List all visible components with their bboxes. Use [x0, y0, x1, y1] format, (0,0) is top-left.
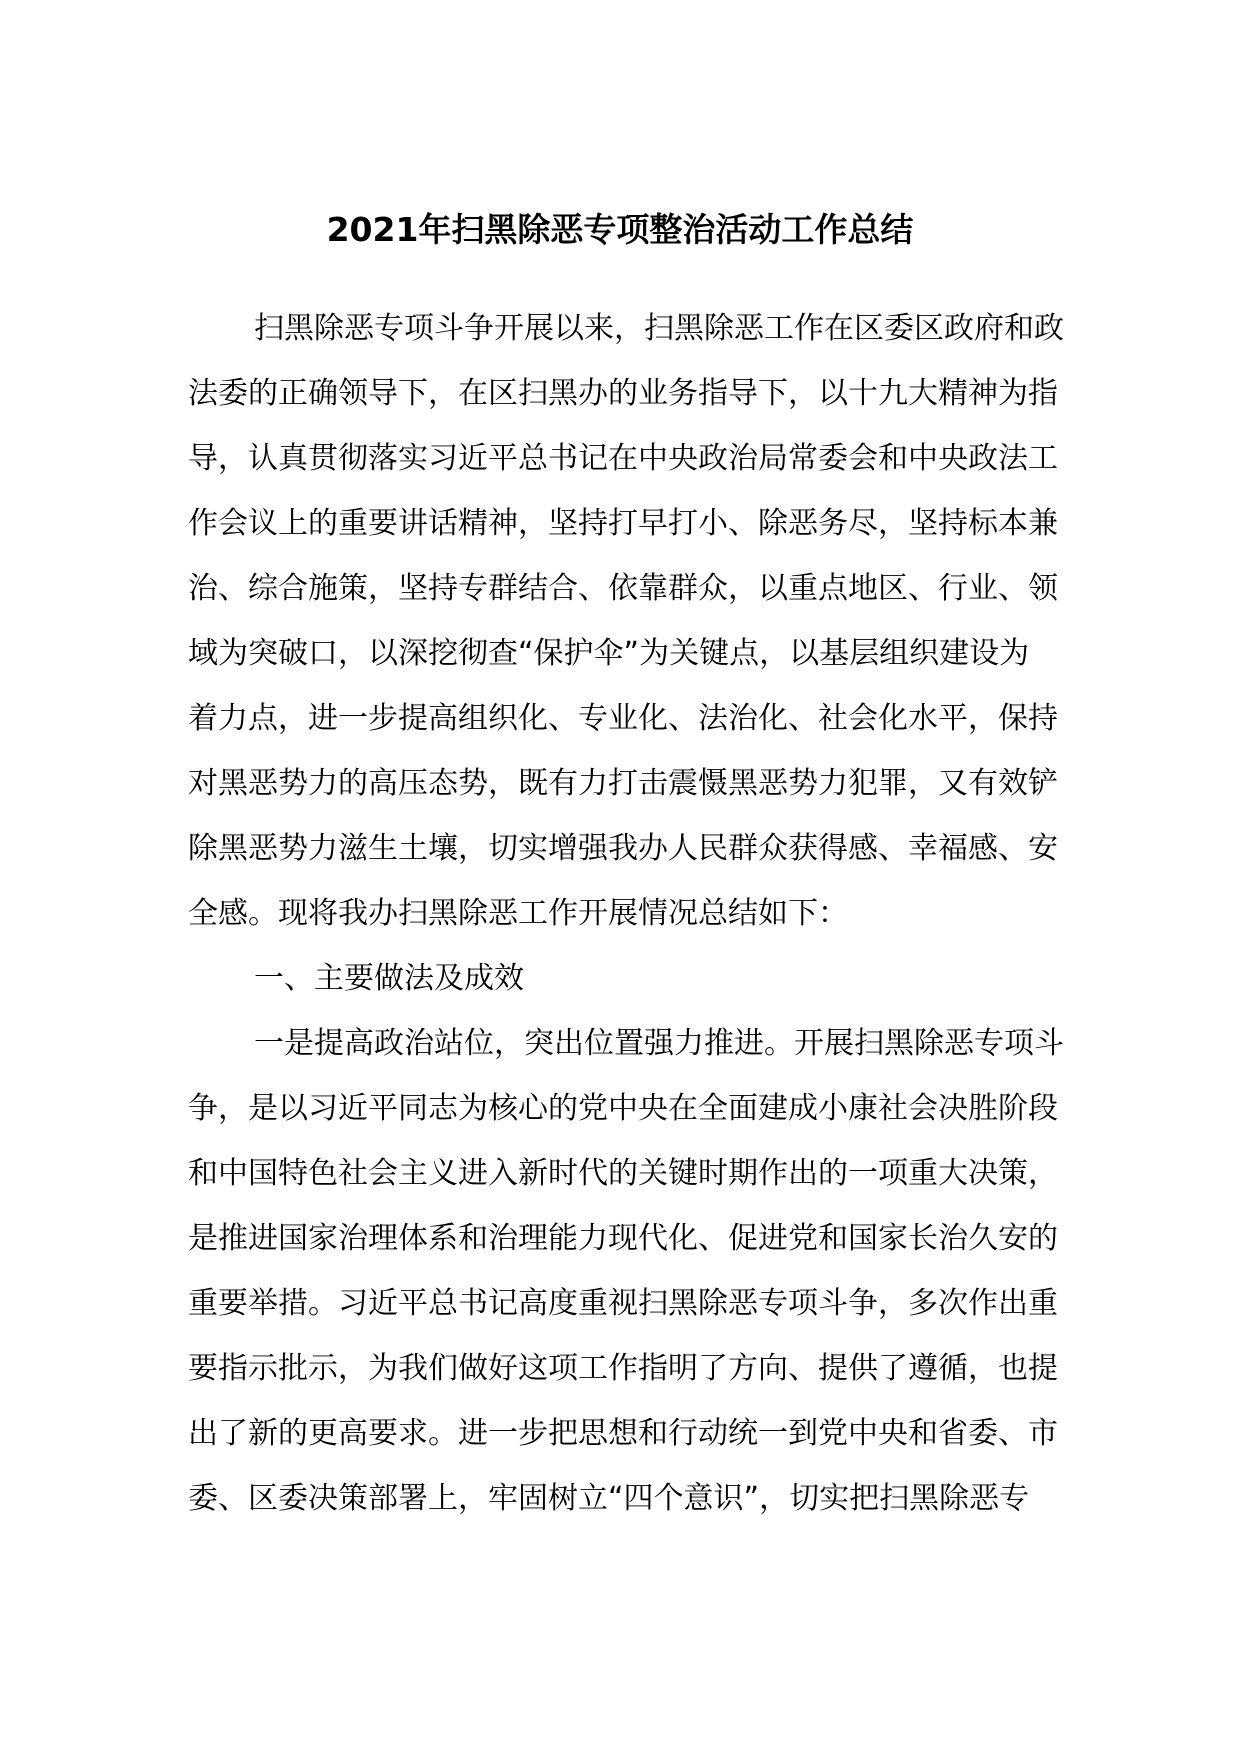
paragraph-line: 要指示批示，为我们做好这项工作指明了方向、提供了遵循，也提: [188, 1351, 1058, 1386]
paragraph-line: 作会议上的重要讲话精神，坚持打早打小、除恶务尽，坚持标本兼: [188, 506, 1058, 541]
paragraph-line: 治、综合施策，坚持专群结合、依靠群众，以重点地区、行业、领: [188, 571, 1058, 606]
document-title: 2021年扫黑除恶专项整治活动工作总结: [326, 210, 914, 249]
paragraph-line: 全感。现将我办扫黑除恶工作开展情况总结如下：: [188, 896, 848, 931]
paragraph-line: 和中国特色社会主义进入新时代的关键时期作出的一项重大决策，: [188, 1156, 1058, 1191]
paragraph-line: 法委的正确领导下，在区扫黑办的业务指导下，以十九大精神为指: [188, 376, 1058, 411]
paragraph-line: 一是提高政治站位，突出位置强力推进。开展扫黑除恶专项斗: [254, 1026, 1064, 1061]
paragraph-line: 域为突破口，以深挖彻查“保护伞”为关键点，以基层组织建设为: [188, 636, 1030, 671]
paragraph-line: 对黑恶势力的高压态势，既有力打击震慑黑恶势力犯罪，又有效铲: [188, 766, 1058, 801]
section-heading: 一、主要做法及成效: [254, 961, 524, 996]
document-body: [188, 296, 1068, 1531]
paragraph-line: 导，认真贯彻落实习近平总书记在中央政治局常委会和中央政法工: [188, 441, 1058, 476]
paragraph-line: 重要举措。习近平总书记高度重视扫黑除恶专项斗争，多次作出重: [188, 1286, 1058, 1321]
paragraph-line: 除黑恶势力滋生土壤，切实增强我办人民群众获得感、幸福感、安: [188, 831, 1058, 866]
paragraph-line: 着力点，进一步提高组织化、专业化、法治化、社会化水平，保持: [188, 701, 1058, 736]
paragraph-line: 扫黑除恶专项斗争开展以来，扫黑除恶工作在区委区政府和政: [254, 311, 1064, 346]
paragraph-line: 出了新的更高要求。进一步把思想和行动统一到党中央和省委、市: [188, 1416, 1058, 1451]
paragraph-line: 是推进国家治理体系和治理能力现代化、促进党和国家长治久安的: [188, 1221, 1058, 1256]
paragraph-line: 争，是以习近平同志为核心的党中央在全面建成小康社会决胜阶段: [188, 1091, 1058, 1126]
paragraph-line: 委、区委决策部署上，牢固树立“四个意识”，切实把扫黑除恶专: [188, 1481, 1030, 1516]
